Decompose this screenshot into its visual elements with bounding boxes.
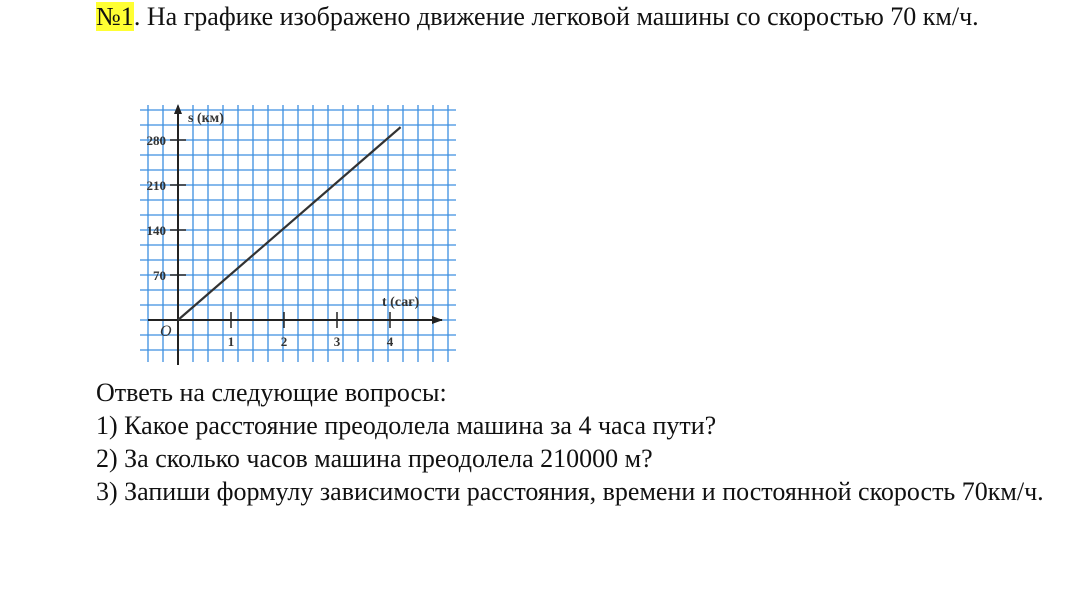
- y-axis-label: s (км): [188, 111, 224, 126]
- chart-grid: [140, 105, 456, 362]
- chart-axes: [148, 104, 443, 365]
- problem-text: . На графике изображено движение легковой машины со скоростью 70 км/ч.: [133, 2, 979, 31]
- problem-number: №1: [96, 2, 134, 31]
- questions-block: [96, 376, 1056, 508]
- x-tick-label: 1: [227, 334, 235, 349]
- problem-statement: [96, 0, 1036, 33]
- question-1: 1) Какое расстояние преодолела машина за 4 часа пути?: [96, 411, 717, 440]
- chart-series: [178, 127, 401, 320]
- y-tick-label: 140: [146, 223, 166, 238]
- series-line: [178, 127, 401, 320]
- x-tick-label: 3: [333, 334, 341, 349]
- y-tick-label: 210: [146, 178, 166, 193]
- x-tick-label: 2: [280, 334, 288, 349]
- x-axis-label: t (сағ): [382, 295, 420, 310]
- question-2: 2) За сколько часов машина преодолела 210000 м?: [96, 444, 653, 473]
- y-tick-label: 280: [146, 133, 166, 148]
- origin-label: O: [160, 323, 172, 340]
- y-tick-label: 70: [153, 268, 166, 283]
- x-axis-arrow: [432, 316, 443, 324]
- questions-intro: Ответь на следующие вопросы:: [96, 378, 447, 407]
- question-3: 3) Запиши формулу зависимости расстояния, времени и постоянной скорость 70км/ч.: [96, 477, 1044, 506]
- chart-svg: [130, 100, 460, 370]
- distance-time-chart: [130, 100, 460, 370]
- x-tick-label: 4: [386, 334, 394, 349]
- y-axis-arrow: [174, 104, 182, 114]
